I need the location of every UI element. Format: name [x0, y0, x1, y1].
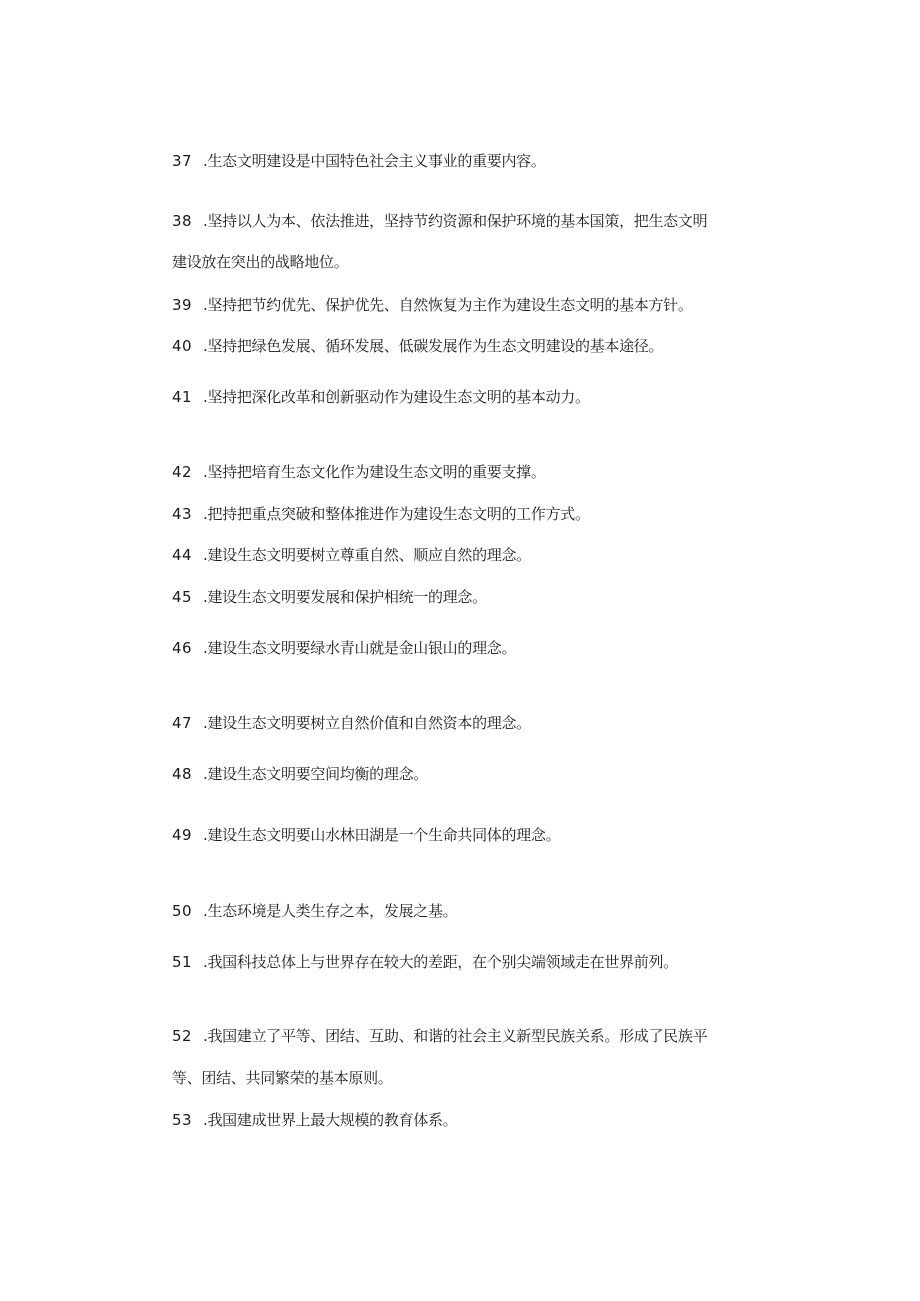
item-text: .建设生态文明要发展和保护相统一的理念。 — [203, 588, 487, 606]
list-item-46 — [172, 626, 744, 670]
item-text: .坚持把节约优先、保护优先、自然恢复为主作为建设生态文明的基本方针。 — [203, 296, 693, 314]
list-item-41 — [172, 375, 744, 419]
item-number: 47 — [172, 714, 193, 732]
item-number: 38 — [172, 212, 193, 230]
list-item-48 — [172, 752, 744, 796]
item-number: 44 — [172, 546, 193, 564]
list-item-38-continuation: 建设放在突出的战略地位。 — [172, 253, 349, 271]
list-item-39 — [172, 283, 744, 327]
item-text: .坚持以人为本、依法推进，坚持节约资源和保护环境的基本国策，把生态文明 — [203, 212, 708, 230]
item-number: 46 — [172, 639, 193, 657]
item-text: .建设生态文明要绿水青山就是金山银山的理念。 — [203, 639, 517, 657]
list-item-45 — [172, 575, 744, 619]
item-text: .建设生态文明要山水林田湖是一个生命共同体的理念。 — [203, 826, 561, 844]
item-number: 41 — [172, 388, 193, 406]
item-number: 52 — [172, 1027, 193, 1045]
item-number: 51 — [172, 953, 193, 971]
item-text: .坚持把绿色发展、循环发展、低碳发展作为生态文明建设的基本途径。 — [203, 337, 664, 355]
list-item-42 — [172, 450, 744, 494]
item-text: .我国建成世界上最大规模的教育体系。 — [203, 1111, 458, 1129]
list-item-49 — [172, 813, 744, 857]
item-number: 43 — [172, 505, 193, 523]
item-text: .我国科技总体上与世界存在较大的差距，在个别尖端领域走在世界前列。 — [203, 953, 678, 971]
list-item-38 — [172, 199, 744, 243]
item-text: .我国建立了平等、团结、互助、和谐的社会主义新型民族关系。形成了民族平 — [203, 1027, 708, 1045]
item-text: .坚持把培育生态文化作为建设生态文明的重要支撑。 — [203, 463, 546, 481]
item-number: 50 — [172, 902, 193, 920]
list-item-40 — [172, 324, 744, 368]
item-number: 37 — [172, 152, 193, 170]
item-text: .建设生态文明要树立尊重自然、顺应自然的理念。 — [203, 546, 531, 564]
list-item-50 — [172, 889, 744, 933]
list-item-44 — [172, 533, 744, 577]
item-number: 53 — [172, 1111, 193, 1129]
item-text: .建设生态文明要空间均衡的理念。 — [203, 765, 428, 783]
item-number: 49 — [172, 826, 193, 844]
item-text: .建设生态文明要树立自然价值和自然资本的理念。 — [203, 714, 531, 732]
item-text: .把持把重点突破和整体推进作为建设生态文明的工作方式。 — [203, 505, 590, 523]
item-text: .生态环境是人类生存之本，发展之基。 — [203, 902, 458, 920]
item-number: 39 — [172, 296, 193, 314]
list-item-47 — [172, 701, 744, 745]
item-number: 40 — [172, 337, 193, 355]
list-item-52-continuation: 等、团结、共同繁荣的基本原则。 — [172, 1069, 393, 1087]
list-item-51 — [172, 940, 744, 984]
list-item-53 — [172, 1098, 744, 1142]
item-text: .生态文明建设是中国特色社会主义事业的重要内容。 — [203, 152, 546, 170]
item-number: 42 — [172, 463, 193, 481]
item-number: 45 — [172, 588, 193, 606]
item-number: 48 — [172, 765, 193, 783]
list-item-52 — [172, 1014, 744, 1058]
list-item-37 — [172, 139, 744, 183]
list-item-43 — [172, 492, 744, 536]
item-text: .坚持把深化改革和创新驱动作为建设生态文明的基本动力。 — [203, 388, 590, 406]
